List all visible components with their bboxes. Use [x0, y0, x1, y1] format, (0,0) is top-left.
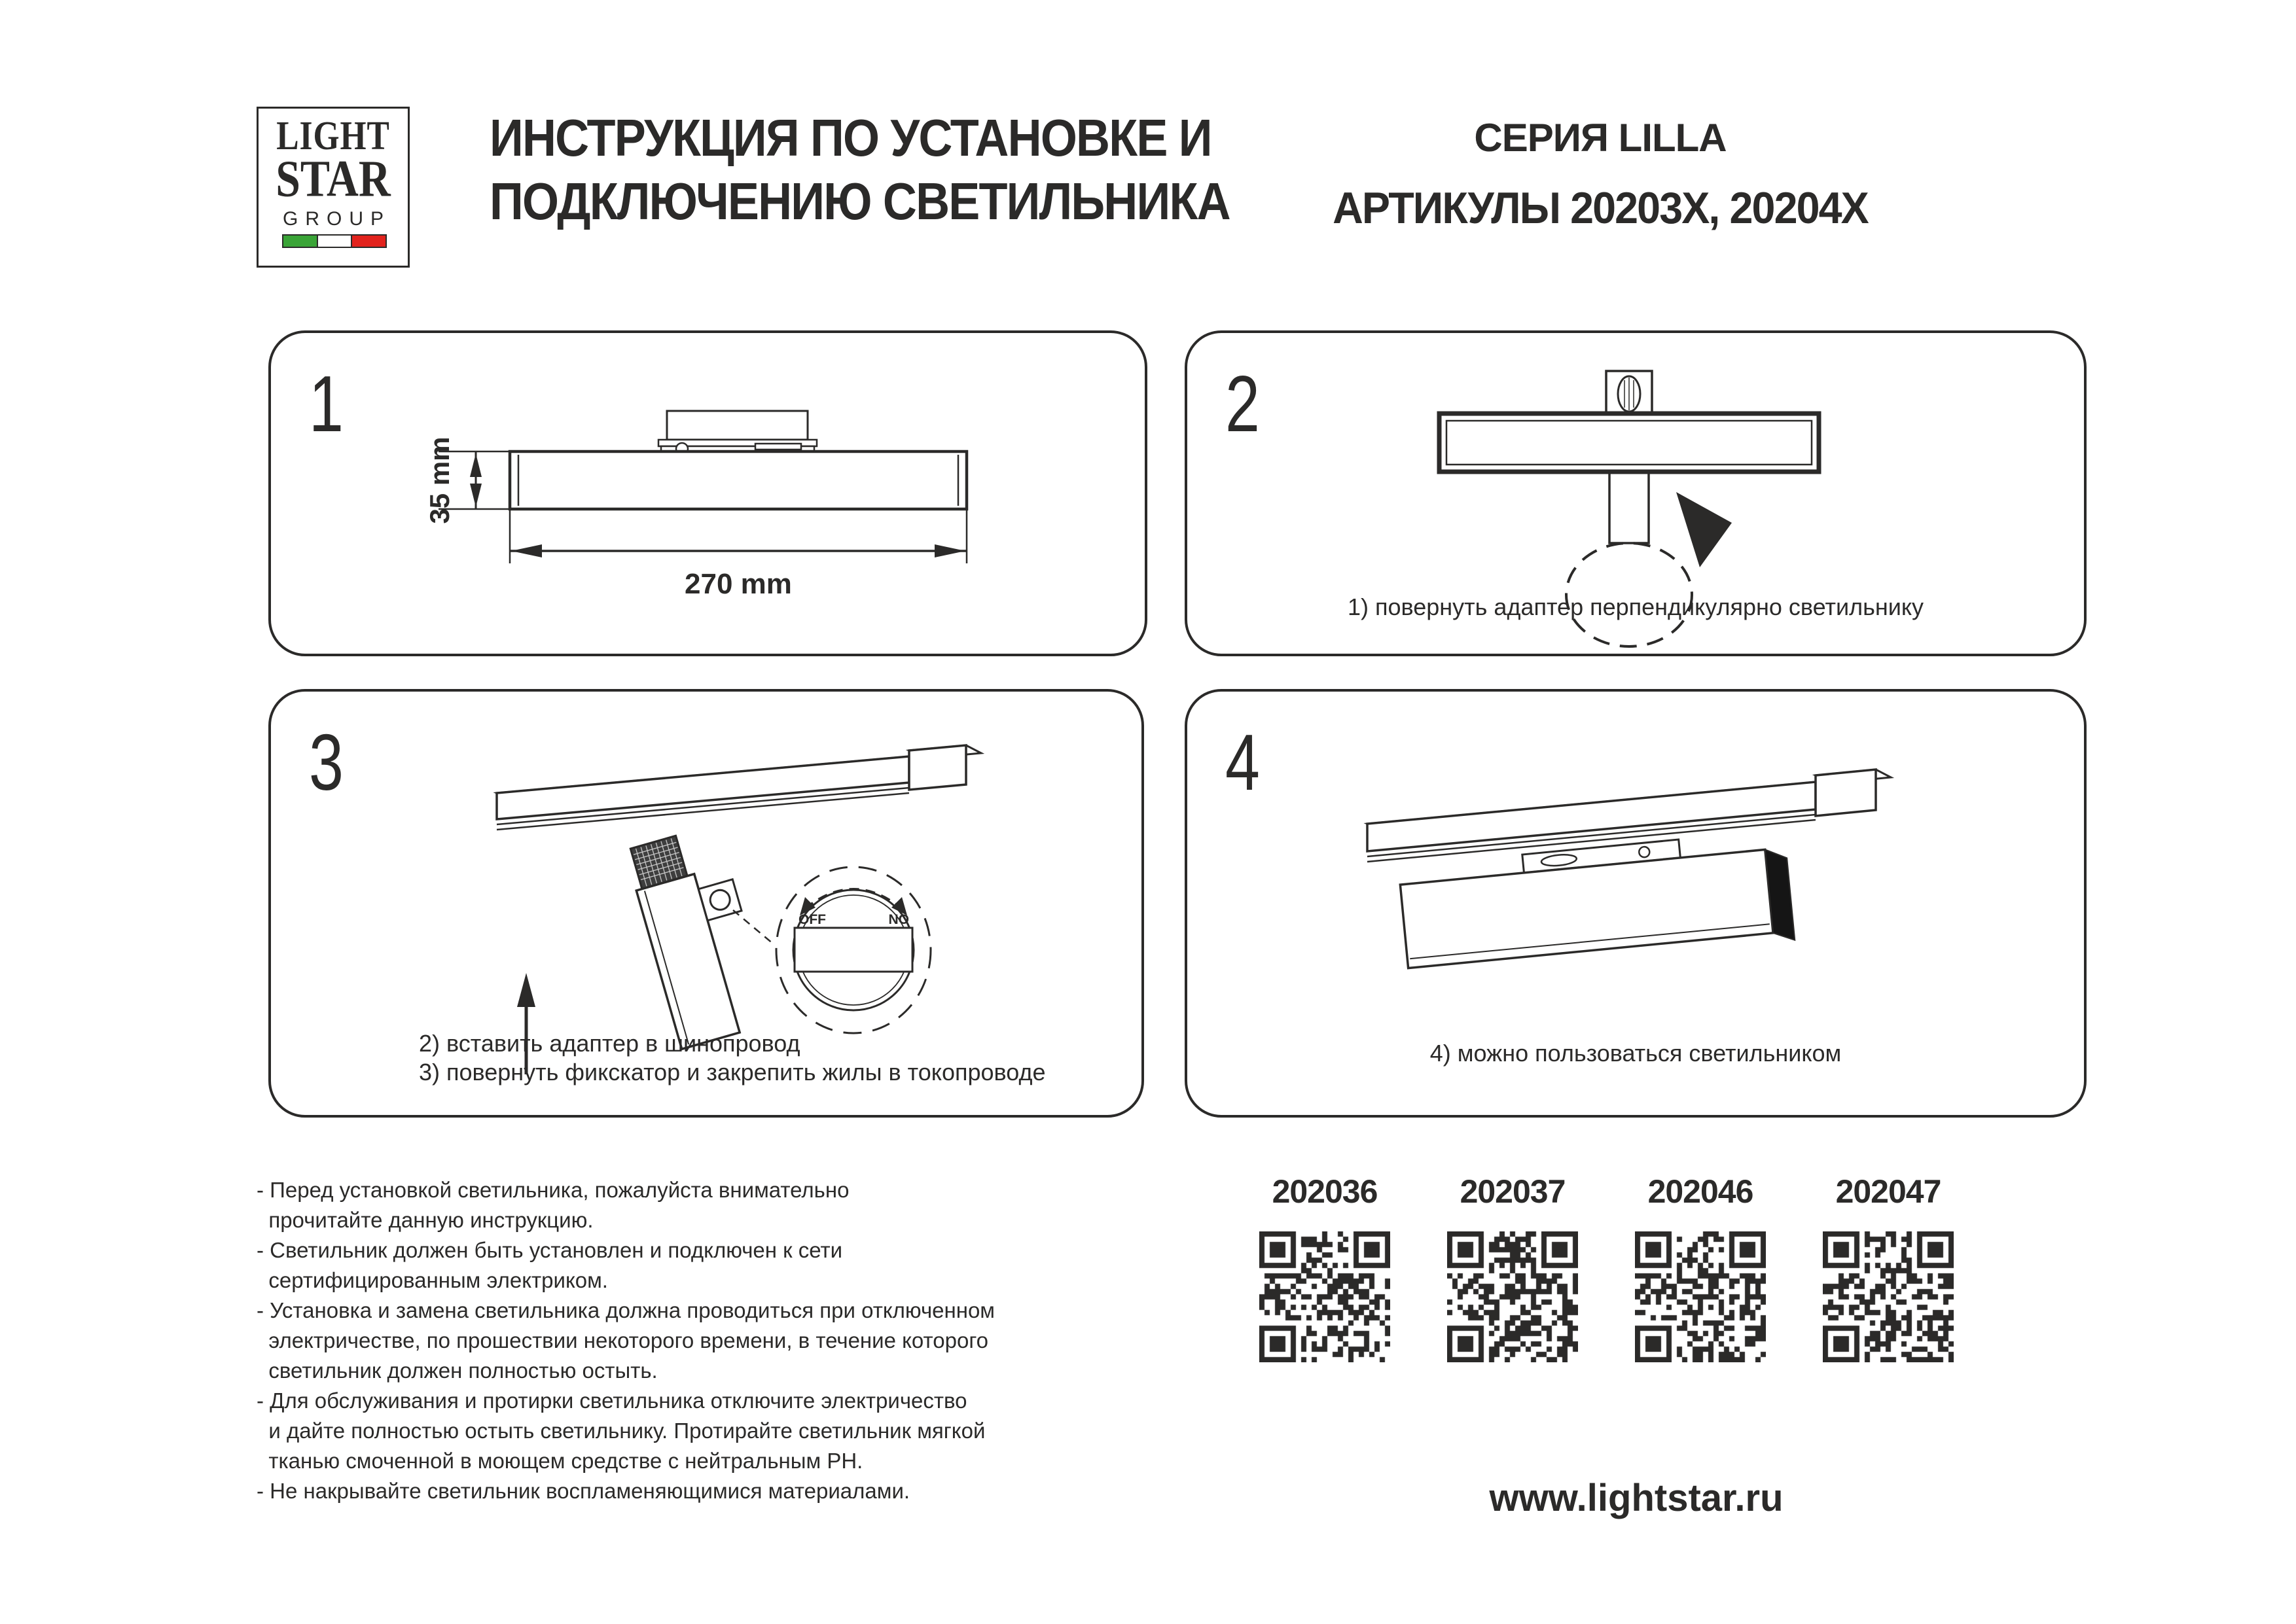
- flag-white-stripe: [317, 236, 353, 247]
- safety-note-line: прочитайте данную инструкцию.: [257, 1208, 594, 1232]
- step-2-caption: 1) повернуть адаптер перпендикулярно светильнику: [1348, 593, 1924, 620]
- safety-note-line: светильник должен полностью остыть.: [257, 1358, 658, 1383]
- step-3-caption-line2: 3) повернуть фикскатор и закрепить жилы в токопроводе: [419, 1059, 1046, 1086]
- safety-note-line: и дайте полностью остыть светильнику. Протирайте светильник мягкой: [257, 1419, 986, 1443]
- italian-flag-icon: [282, 234, 387, 248]
- height-dimension-label: 35 mm: [424, 436, 455, 524]
- qr-column-1: [1259, 1173, 1390, 1366]
- logo-word-star: STAR: [276, 149, 391, 207]
- step-panel-2: [1185, 330, 2087, 656]
- step-3-caption-line1: 2) вставить адаптер в шинопровод: [419, 1030, 800, 1057]
- qr-code: [1823, 1231, 1954, 1362]
- step-4-caption: 4) можно пользоваться светильником: [1429, 1040, 1842, 1067]
- qr-code: [1635, 1231, 1766, 1362]
- step-number-2: 2: [1225, 359, 1260, 448]
- safety-note-line: сертифицированным электриком.: [257, 1268, 608, 1292]
- article-number: 202037: [1460, 1173, 1566, 1210]
- step-panel-1: [268, 330, 1147, 656]
- qr-code: [1259, 1231, 1390, 1362]
- safety-note-line: - Светильник должен быть установлен и подключен к сети: [257, 1238, 843, 1262]
- safety-note-line: - Установка и замена светильника должна проводиться при отключенном: [257, 1298, 995, 1322]
- fixator-on-label: NO: [888, 912, 909, 927]
- step-panel-4: [1185, 689, 2087, 1118]
- fixator-off-label: OFF: [798, 912, 826, 927]
- step-number-4: 4: [1225, 718, 1260, 807]
- safety-note-line: - Для обслуживания и протирки светильника отключите электричество: [257, 1388, 967, 1413]
- qr-column-3: [1635, 1173, 1766, 1366]
- step-panel-3: [268, 689, 1144, 1118]
- page-title-line1: ИНСТРУКЦИЯ ПО УСТАНОВКЕ И: [490, 109, 1211, 167]
- article-number: 202036: [1272, 1173, 1378, 1210]
- qr-column-4: [1823, 1173, 1954, 1366]
- series-header: [1276, 115, 1924, 234]
- qr-column-2: [1447, 1173, 1578, 1366]
- safety-notes: [257, 1175, 995, 1506]
- safety-note-line: тканью смоченной в моющем средстве с нейтральным PH.: [257, 1449, 863, 1473]
- step-number-3: 3: [309, 718, 344, 807]
- fixture-dimensions-diagram: [271, 333, 1145, 654]
- step-3-captions: [419, 1029, 1045, 1087]
- logo-word-light: LIGHT: [276, 113, 390, 159]
- logo-word-group: GROUP: [282, 208, 391, 230]
- articles-label: АРТИКУЛЫ 20203X, 20204X: [1333, 183, 1868, 233]
- qr-code: [1447, 1231, 1578, 1362]
- article-number: 202046: [1647, 1173, 1753, 1210]
- safety-note-line: - Перед установкой светильника, пожалуйста внимательно: [257, 1178, 850, 1202]
- article-number: 202047: [1835, 1173, 1941, 1210]
- safety-note-line: - Не накрывайте светильник воспламеняющимися материалами.: [257, 1479, 910, 1503]
- page-title: [490, 106, 1230, 233]
- page-title-line2: ПОДКЛЮЧЕНИЮ СВЕТИЛЬНИКА: [490, 172, 1230, 230]
- flag-green-stripe: [283, 236, 317, 247]
- website-url: www.lightstar.ru: [1489, 1477, 1784, 1519]
- width-dimension-label: 270 mm: [685, 568, 792, 600]
- lightstar-logo: [257, 107, 410, 268]
- safety-note-line: электричестве, по прошествии некоторого времени, в течение которого: [257, 1328, 989, 1352]
- step-number-1: 1: [309, 359, 344, 448]
- series-label: СЕРИЯ LILLA: [1474, 116, 1727, 160]
- flag-red-stripe: [352, 236, 386, 247]
